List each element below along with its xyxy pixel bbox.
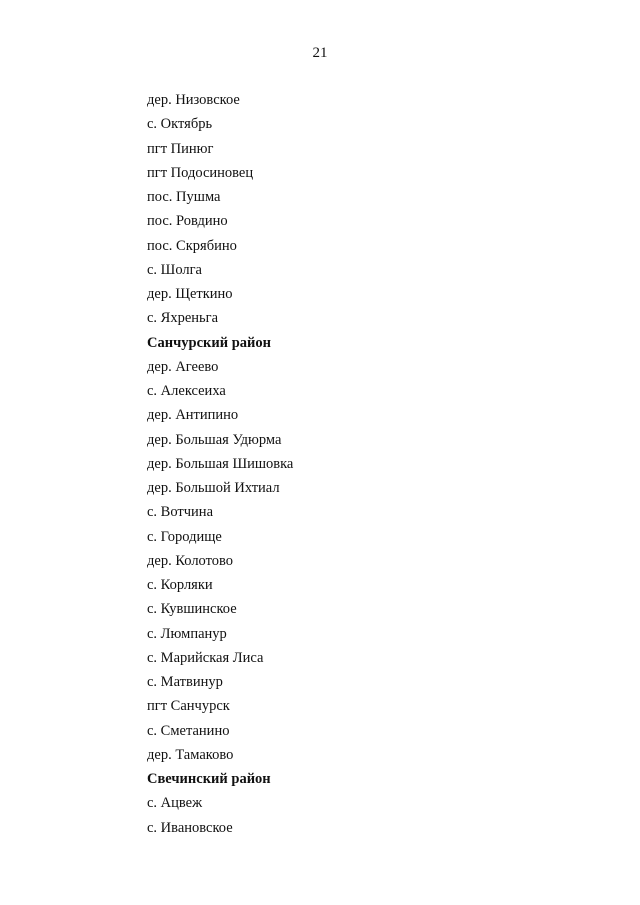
settlement-item: пгт Пинюг (147, 140, 214, 157)
district-heading: Санчурский район (147, 334, 271, 351)
settlement-item: пгт Санчурск (147, 698, 230, 715)
settlement-item: с. Октябрь (147, 116, 213, 133)
settlement-item: с. Ивановское (147, 819, 233, 836)
settlement-item: дер. Щеткино (147, 286, 233, 302)
settlement-item: с. Сметанино (147, 722, 230, 739)
settlement-item: пос. Скрябино (147, 237, 237, 254)
page-number: 21 (312, 45, 328, 61)
settlement-item: с. Люмпанур (147, 625, 227, 642)
settlement-list (147, 90, 293, 842)
settlement-item: пгт Подосиновец (147, 164, 254, 181)
settlement-item: с. Ацвеж (147, 795, 203, 812)
settlement-item: дер. Колотово (147, 552, 234, 569)
settlement-item: с. Городище (147, 528, 222, 545)
settlement-item: с. Алексеиха (147, 383, 226, 399)
settlement-item: пос. Пушма (147, 189, 221, 205)
settlement-item: пос. Ровдино (147, 213, 228, 230)
settlement-item: с. Кувшинское (147, 601, 237, 618)
district-heading: Свечинский район (147, 771, 271, 787)
settlement-item: дер. Большая Удюрма (147, 431, 282, 448)
settlement-item: с. Марийская Лиса (147, 649, 264, 666)
settlement-item: с. Яхреньга (147, 310, 219, 327)
settlement-item: дер. Антипино (147, 407, 239, 424)
settlement-item: дер. Тамаково (147, 746, 234, 763)
settlement-item: дер. Большой Ихтиал (147, 480, 280, 496)
settlement-item: с. Матвинур (147, 674, 223, 690)
settlement-item: с. Корляки (147, 577, 213, 593)
settlement-item: с. Вотчина (147, 504, 214, 521)
settlement-item: дер. Большая Шишовка (147, 455, 294, 472)
settlement-item: дер. Низовское (147, 92, 240, 108)
settlement-item: с. Шолга (147, 261, 202, 278)
settlement-item: дер. Агеево (147, 358, 219, 375)
